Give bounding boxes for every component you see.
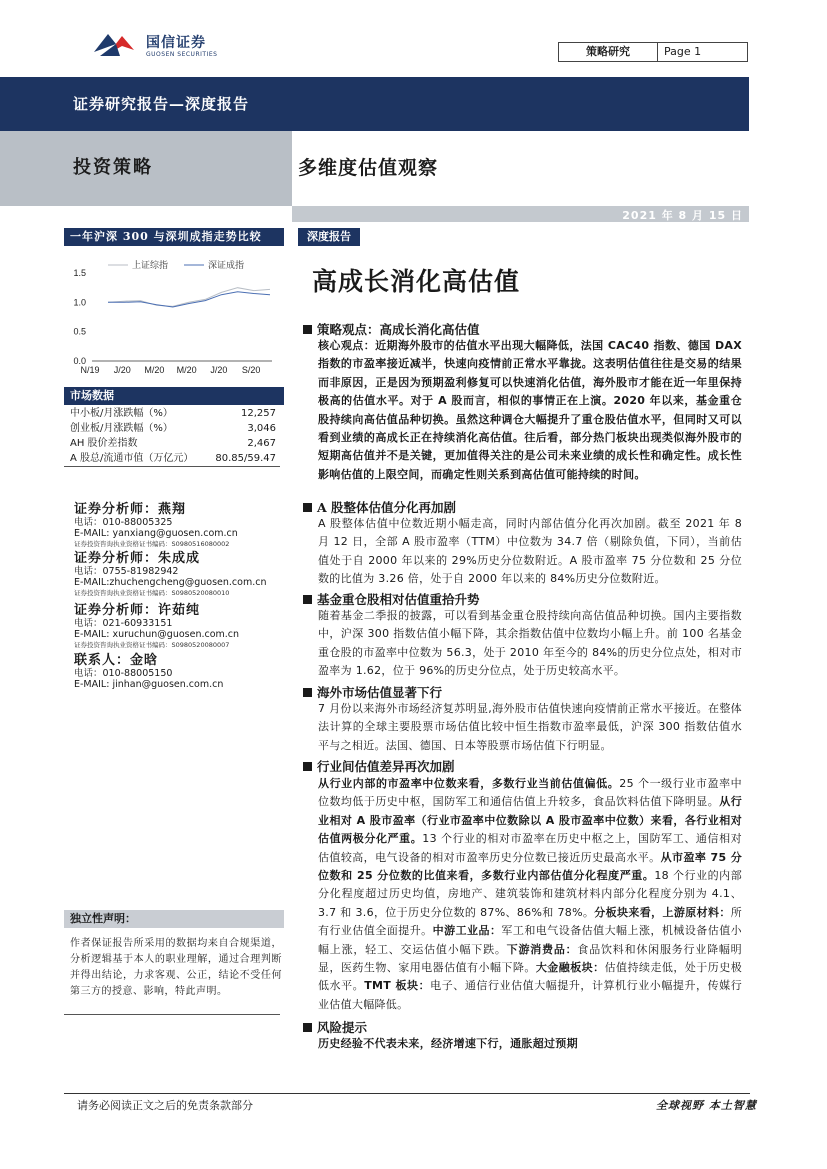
- x-tick-label: N/19: [80, 365, 100, 375]
- text-run: 大金融板块：: [535, 961, 605, 975]
- guosen-logo-icon: [90, 30, 140, 60]
- section-heading: 风险提示: [303, 1018, 367, 1036]
- market-data-value: 80.85/59.47: [215, 453, 276, 464]
- section-body: [318, 515, 742, 589]
- market-data-table: [70, 406, 276, 466]
- section-heading: 海外市场估值显著下行: [303, 683, 442, 701]
- page-number: Page 1: [664, 45, 702, 58]
- text-run: 从市盈率 75 分位数和 25 分位数的比值来看，多数行业内部估值分化程度严重。: [318, 850, 742, 883]
- analyst-name: 证券分析师：朱成成: [74, 551, 201, 566]
- legend-label: 上证综指: [132, 261, 169, 271]
- report-category: 投资策略: [73, 157, 153, 178]
- x-tick-label: M/20: [176, 365, 197, 375]
- text-run: 分板块来看，上游原材料：: [594, 905, 731, 919]
- report-type: 证券研究报告—深度报告: [73, 95, 250, 113]
- analyst-block: [74, 603, 239, 651]
- analyst-cert: 证券投资咨询执业资格证书编码：S0980520080007: [74, 641, 230, 649]
- analyst-email[interactable]: E-MAIL: xuruchun@guosen.com.cn: [74, 629, 240, 640]
- text-run: 中游工业品：: [432, 924, 502, 938]
- y-tick-label: 0.0: [73, 356, 86, 366]
- text-run: 军工和电气设备估值大幅上涨，机械设备估值小幅上涨，轻工、交运估值小幅下跌。: [318, 924, 742, 956]
- section-body: [318, 337, 742, 484]
- market-data-label: 创业板/月涨跌幅（%）: [70, 423, 173, 434]
- text-run: 所有行业估值全面提升。: [318, 905, 742, 938]
- text-run: 电子、通信行业估值大幅提升，计算机行业小幅提升，传媒行业估值大幅降低。: [318, 979, 742, 1011]
- text-run: 7 月份以来海外市场经济复苏明显,海外股市估值快速向疫情前正常水平接近。在整体法计算的全球主要股票市场估值比较中恒生指数市盈率最低，沪深 300 指数估值水平与之相近。法国、德国、日本等股票市场估值下行明显。: [318, 702, 742, 752]
- market-data-row: [70, 421, 276, 436]
- section-body: [318, 700, 742, 755]
- text-run: 从行业相对 A 股市盈率（行业市盈率中位数除以 A 股市盈率中位数）来看，各行业相对估值两极分化严重。: [318, 795, 742, 846]
- text-run: A 股整体估值中位数近期小幅走高，同时内部估值分化再次加剧。截至 2021 年 8 月 12 日，全部 A 股市盈率（TTM）中位数为 34.7 倍（剔除负值，下同），当前估值处于自 2000 年以来的 29%历史分位数附近。A 股市盈率 75 分位数和 25 分位数的比值为 3.26 倍，处于自 2000 年以来的 84%历史分位数附近。: [318, 517, 742, 586]
- bullet-icon: [303, 762, 312, 771]
- disclaimer-link[interactable]: 请务必阅读正文之后的免责条款部分: [77, 1099, 253, 1112]
- section-body: [318, 775, 742, 1014]
- section-heading: 策略观点：高成长消化高估值: [303, 320, 480, 338]
- market-data-label: AH 股价差指数: [70, 438, 138, 449]
- section-body: [318, 607, 742, 681]
- market-data-row: [70, 406, 276, 421]
- analyst-phone: 电话：010-88005325: [74, 517, 173, 528]
- logo-english-text: GUOSEN SECURITIES: [146, 51, 218, 58]
- text-run: 18 个行业的内部分化程度超过历史均值，房地产、建筑装饰和建筑材料内部分化程度分别为 4.1、3.7 和 3.6，位于历史分位数的 87%、86%和 78%。: [318, 869, 742, 919]
- x-tick-label: J/20: [113, 365, 131, 375]
- market-data-row: [70, 436, 276, 451]
- text-run: 估值持续走低，处于历史极低水平。: [318, 961, 742, 993]
- contact-email[interactable]: E-MAIL: jinhan@guosen.com.cn: [74, 679, 224, 690]
- divider: [64, 466, 280, 467]
- section-heading: 行业间估值差异再次加剧: [303, 757, 455, 775]
- analyst-name: 证券分析师：许茹纯: [74, 603, 201, 618]
- legend-label: 深证成指: [208, 261, 245, 271]
- analyst-name: 证券分析师：燕翔: [74, 502, 187, 517]
- analyst-block: [74, 551, 266, 599]
- independence-statement: 作者保证报告所采用的数据均来自合规渠道，分析逻辑基于本人的职业理解，通过合理判断并得出结论，力求客观、公正，结论不受任何第三方的授意、影响，特此声明。: [70, 938, 282, 997]
- market-data-title: 市场数据: [64, 387, 284, 405]
- text-run: TMT 板块：: [364, 979, 431, 993]
- logo-text: 国信证券: [146, 35, 206, 51]
- bullet-icon: [303, 325, 312, 334]
- market-data-row: [70, 451, 276, 466]
- market-data-value: 2,467: [247, 438, 276, 449]
- section-heading: 基金重仓股相对估值重拾升势: [303, 590, 480, 608]
- bullet-icon: [303, 503, 312, 512]
- footer-divider: [64, 1093, 750, 1094]
- text-run: 随着基金二季报的披露，可以看到基金重仓股持续向高估值品种切换。国内主要指数中，沪深 300 指数估值小幅下降，其余指数估值中位数均小幅上升。前 100 名基金重仓股的市盈率中位数为 56.3，处于 2010 年至今的 84%的历史分位点处，相对市盈率为 1.62，位于 96%的历史分位点，处于历史较高水平。: [318, 609, 742, 678]
- analyst-email[interactable]: E-MAIL:zhuchengcheng@guosen.com.cn: [74, 577, 267, 588]
- report-tag: 深度报告: [298, 228, 360, 246]
- text-run: 从行业内部的市盈率中位数来看，多数行业当前估值偏低。: [318, 777, 620, 790]
- index-comparison-chart: [64, 255, 278, 377]
- section-body: [318, 1035, 742, 1053]
- page-header-box: [558, 42, 748, 62]
- report-date: 2021 年 8 月 15 日: [622, 209, 743, 222]
- divider: [64, 1014, 280, 1015]
- market-data-label: A 股总/流通市值（万亿元）: [70, 453, 194, 464]
- text-run: 核心观点：近期海外股市的估值水平出现大幅降低，法国 CAC40 指数、德国 DAX 指数的市盈率接近减半，快速向疫情前正常水平靠拢。这表明估值往往是交易的结果而非原因，正是因为预期盈利修复可以快速消化估值，海外股市才能在近一年里保持极高的估值水平。对于 A 股而言，相似的事情正在上演。2020 年以来，基金重仓股持续向高估值品种切换。虽然这种调仓大幅提升了重仓股估值水平，但同时又可以看到业绩的高成长正在持续消化高估值。往后看，部分热门板块出现类似海外股市的短期高估值并不是关键，更加值得关注的是公司未来业绩的成长性和确定性。成长性影响估值的上限空间，而确定性则关系到高估值可能持续的时间。: [318, 339, 742, 481]
- x-tick-label: J/20: [210, 365, 228, 375]
- y-tick-label: 1.0: [73, 297, 86, 308]
- y-tick-label: 0.5: [73, 326, 86, 337]
- contact-name: 联系人：金晗: [74, 653, 159, 668]
- chart-title: 一年沪深 300 与深圳成指走势比较: [64, 228, 284, 246]
- analyst-cert: 证券投资咨询执业资格证书编码：S0980520080010: [74, 589, 230, 597]
- report-topic: 多维度估值观察: [298, 157, 439, 179]
- text-run: 下游消费品：: [506, 942, 578, 956]
- footer-slogan: 全球视野 本土智慧: [656, 1099, 757, 1112]
- bullet-icon: [303, 1023, 312, 1032]
- market-data-value: 12,257: [241, 408, 276, 419]
- market-data-value: 3,046: [247, 423, 276, 434]
- text-run: 历史经验不代表未来，经济增速下行，通胀超过预期: [318, 1037, 578, 1050]
- analyst-block: [74, 502, 238, 550]
- text-run: 25 个一级行业市盈率中位数均低于历史中枢，国防军工和通信估值上升较多，食品饮料估值下降明显。: [318, 777, 742, 809]
- bullet-icon: [303, 688, 312, 697]
- independence-title: 独立性声明：: [64, 910, 284, 928]
- text-run: 13 个行业的相对市盈率在历史中枢之上，国防军工、通信相对估值较高，电气设备的相对市盈率历史分位数已接近历史最高水平。: [318, 832, 742, 864]
- y-tick-label: 1.5: [73, 268, 86, 278]
- analyst-phone: 电话：0755-81982942: [74, 566, 179, 577]
- contact-block: [74, 653, 223, 690]
- x-tick-label: S/20: [241, 365, 261, 375]
- contact-phone: 电话：010-88005150: [74, 668, 173, 679]
- bullet-icon: [303, 595, 312, 604]
- text-run: 食品饮料和休闲服务行业降幅明显，医药生物、家用电器估值有小幅下降。: [318, 942, 742, 975]
- x-tick-label: M/20: [144, 365, 165, 375]
- analyst-email[interactable]: E-MAIL: yanxiang@guosen.com.cn: [74, 528, 238, 539]
- analyst-phone: 电话：021-60933151: [74, 618, 173, 629]
- section-label: 策略研究: [559, 43, 658, 61]
- market-data-label: 中小板/月涨跌幅（%）: [70, 408, 173, 419]
- section-heading: A 股整体估值分化再加剧: [303, 498, 456, 516]
- series-line-1: [108, 292, 270, 307]
- analyst-cert: 证券投资咨询执业资格证书编码：S0980516080002: [74, 540, 230, 548]
- headline: 高成长消化高估值: [312, 267, 521, 296]
